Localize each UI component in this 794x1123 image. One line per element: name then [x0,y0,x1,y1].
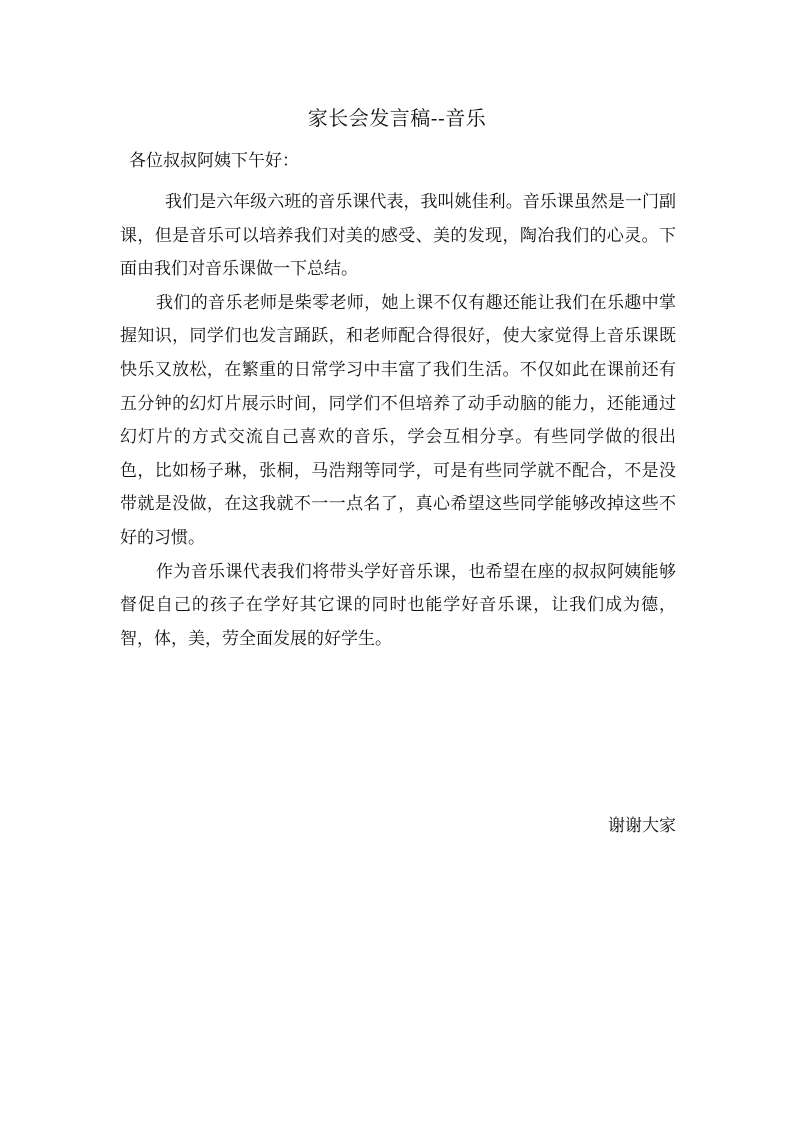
document-body [120,186,676,656]
closing-line: 谢谢大家 [608,816,676,836]
document-title: 家长会发言稿--音乐 [307,106,487,130]
paragraph-teacher: 我们的音乐老师是柴零老师，她上课不仅有趣还能让我们在乐趣中掌握知识，同学们也发言踊跃，和老师配合得很好，使大家觉得上音乐课既快乐又放松，在繁重的日常学习中丰富了我们生活。不仅如此在课前还有五分钟的幻灯片展示时间，同学们不但培养了动手动脑的能力，还能通过幻灯片的方式交流自己喜欢的音乐，学会互相分享。有些同学做的很出色，比如杨子琳，张桐，马浩翔等同学，可是有些同学就不配合，不是没带就是没做，在这我就不一一点名了，真心希望这些同学能够改掉这些不好的习惯。 [120,292,676,548]
greeting-line: 各位叔叔阿姨下午好： [129,151,299,171]
paragraph-intro: 我们是六年级六班的音乐课代表，我叫姚佳利。音乐课虽然是一门副课，但是音乐可以培养我们对美的感受、美的发现，陶冶我们的心灵。下面由我们对音乐课做一下总结。 [120,192,676,280]
paragraph-conclusion: 作为音乐课代表我们将带头学好音乐课，也希望在座的叔叔阿姨能够督促自己的孩子在学好其它课的同时也能学好音乐课，让我们成为德，智，体，美，劳全面发展的好学生。 [120,561,676,649]
